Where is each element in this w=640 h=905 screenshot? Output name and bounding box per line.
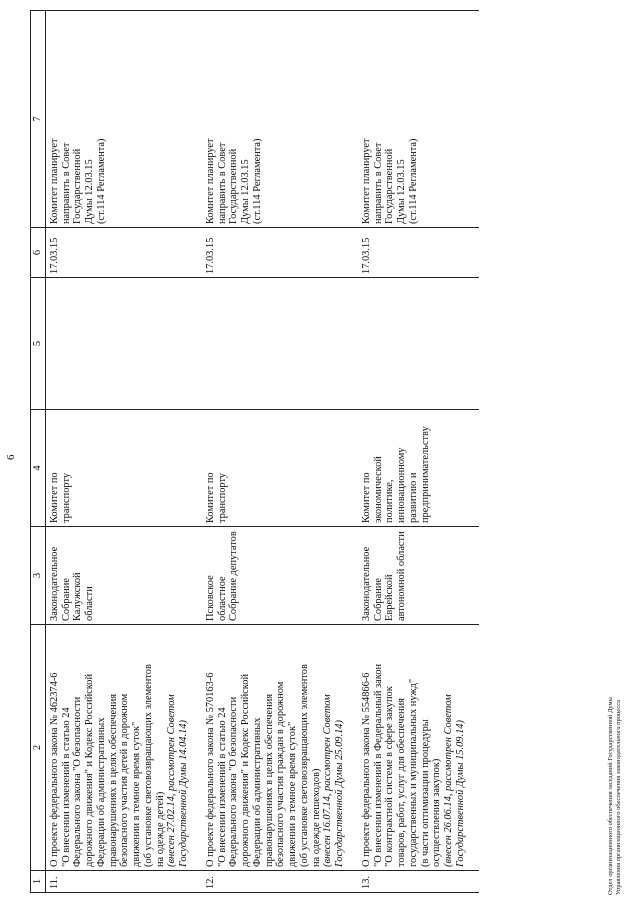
bill-note-line: (внесен 27.02.14, рассмотрен Советом xyxy=(166,694,178,867)
author-line: области xyxy=(84,586,96,621)
page-number: 6 xyxy=(5,454,17,460)
status-line: Государственной xyxy=(384,148,396,224)
author-line: Собрание Еврейской xyxy=(372,574,396,621)
bill-note-line: (внесен 26.06.14, рассмотрен Советом xyxy=(443,694,455,867)
status-line: (ст.114 Регламента) xyxy=(251,138,263,224)
bill-title-line: безопасного участия детей в дорожном xyxy=(119,693,131,867)
bill-title-line: дорожного движения" и Кодекс Российской xyxy=(240,673,252,867)
author-line: Собрание Калужской xyxy=(60,572,84,621)
committee-line: Комитет по xyxy=(360,472,372,523)
footer-line: Управления организационного обеспечения законодательного процесса xyxy=(614,700,622,895)
date-cell: 17.03.15 xyxy=(45,228,202,278)
column-header: 2 xyxy=(31,625,46,871)
status-line: Комитет планирует xyxy=(204,138,216,224)
bill-title-line: О проекте федерального закона № 570163-6 xyxy=(204,672,216,867)
author-line: Псковское областное xyxy=(204,575,228,621)
status-line: направить в Совет xyxy=(372,142,384,224)
bill-title-line: "О внесении изменений в статью 24 xyxy=(216,707,228,867)
bill-title-cell xyxy=(202,625,358,871)
date-cell: 17.03.15 xyxy=(202,228,358,278)
bill-title-line: О проекте федерального закона № 554866-6 xyxy=(360,672,372,867)
bill-note-line: Государственной Думы 25.09.14) xyxy=(334,720,346,867)
column-header: 5 xyxy=(31,278,46,410)
table-body xyxy=(45,11,478,893)
column-5-cell xyxy=(358,278,479,410)
bill-note-line: Государственной Думы 14.04.14) xyxy=(178,720,190,867)
status-line: Думы 12.03.15 xyxy=(84,159,96,224)
row-number-cell: 13. xyxy=(358,871,479,893)
committee-line: политике, xyxy=(384,479,396,523)
status-line: Государственной xyxy=(228,148,240,224)
footer-note xyxy=(607,697,622,895)
status-line: (ст.114 Регламента) xyxy=(95,138,107,224)
column-header: 3 xyxy=(31,527,46,625)
committee-line: инновационному xyxy=(396,447,408,523)
bill-title-line: (об установке световозвращающих элементов xyxy=(142,664,154,867)
author-cell xyxy=(358,527,479,625)
author-line: Законодательное xyxy=(48,546,60,621)
bill-title-line: (в части оптимизации процедуры xyxy=(419,719,431,867)
status-line: Думы 12.03.15 xyxy=(396,159,408,224)
status-line: направить в Совет xyxy=(60,142,72,224)
status-cell xyxy=(202,11,358,228)
bill-title-line: правонарушениях в целях обеспечения xyxy=(263,693,275,867)
bill-note-line: (внесен 16.07.14, рассмотрен Советом xyxy=(322,694,334,867)
status-line: направить в Совет xyxy=(216,142,228,224)
bill-title-line: государственных и муниципальных нужд" xyxy=(407,678,419,867)
author-cell xyxy=(202,527,358,625)
table-header-row xyxy=(31,11,46,893)
author-line: автономной области xyxy=(396,531,408,621)
bill-title-cell xyxy=(45,625,202,871)
date-cell: 17.03.15 xyxy=(358,228,479,278)
committee-cell xyxy=(45,410,202,527)
bills-table xyxy=(30,10,479,893)
bill-title-line: Федерации об административных xyxy=(251,717,263,867)
bill-title-line: правонарушениях в целях обеспечения xyxy=(107,693,119,867)
footer-line: Отдел организационного обеспечения заседаний Государственной Думы xyxy=(607,697,614,895)
column-5-cell xyxy=(202,278,358,410)
bill-title-line: О проекте федерального закона № 462374-6 xyxy=(48,672,60,867)
bill-title-line: "О внесении изменений в статью 24 xyxy=(60,707,72,867)
committee-line: развитию и xyxy=(407,472,419,523)
status-line: Государственной xyxy=(72,148,84,224)
committee-line: экономической xyxy=(372,456,384,523)
committee-line: транспорту xyxy=(60,472,72,523)
bill-note-line: Государственной Думы 15.09.14) xyxy=(454,720,466,867)
bill-title-line: осуществления закупок) xyxy=(431,758,443,867)
column-header: 4 xyxy=(31,410,46,527)
bill-title-line: на одежде пешеходов) xyxy=(310,768,322,867)
status-line: (ст.114 Регламента) xyxy=(407,138,419,224)
row-number-cell: 11. xyxy=(45,871,202,893)
status-cell xyxy=(45,11,202,228)
committee-line: предпринимательству xyxy=(419,426,431,523)
committee-line: Комитет по xyxy=(204,472,216,523)
bill-title-line: безопасного участия граждан в дорожном xyxy=(275,681,287,867)
bill-title-line: на одежде детей) xyxy=(154,791,166,867)
committee-line: Комитет по xyxy=(48,472,60,523)
column-header: 1 xyxy=(31,871,46,893)
bill-title-line: Федерального закона "О безопасности xyxy=(228,696,240,867)
bill-title-line: "О внесении изменений в Федеральный закон xyxy=(372,663,384,867)
author-cell xyxy=(45,527,202,625)
row-number-cell: 12. xyxy=(202,871,358,893)
bill-title-cell xyxy=(358,625,479,871)
status-line: Думы 12.03.15 xyxy=(240,159,252,224)
bill-title-line: движении в темное время суток" xyxy=(131,721,143,867)
bill-title-line: Федерального закона "О безопасности xyxy=(72,696,84,867)
bill-title-line: Федерации об административных xyxy=(95,717,107,867)
committee-cell xyxy=(358,410,479,527)
bill-title-line: (об установке световозвращающих элементов xyxy=(298,664,310,867)
committee-cell xyxy=(202,410,358,527)
bill-title-line: "О контрактной системе в сфере закупок xyxy=(384,686,396,867)
committee-line: транспорту xyxy=(216,472,228,523)
status-cell xyxy=(358,11,479,228)
table-row xyxy=(45,11,202,893)
column-header: 6 xyxy=(31,228,46,278)
column-header: 7 xyxy=(31,11,46,228)
author-line: Собрание депутатов xyxy=(228,531,240,621)
bill-title-line: движении в темное время суток" xyxy=(287,721,299,867)
bill-title-line: дорожного движения" и Кодекс Российской xyxy=(84,673,96,867)
table-row xyxy=(358,11,479,893)
table-row xyxy=(202,11,358,893)
author-line: Законодательное xyxy=(360,546,372,621)
column-5-cell xyxy=(45,278,202,410)
status-line: Комитет планирует xyxy=(360,138,372,224)
bill-title-line: товаров, работ, услуг для обеспечения xyxy=(396,698,408,867)
status-line: Комитет планирует xyxy=(48,138,60,224)
